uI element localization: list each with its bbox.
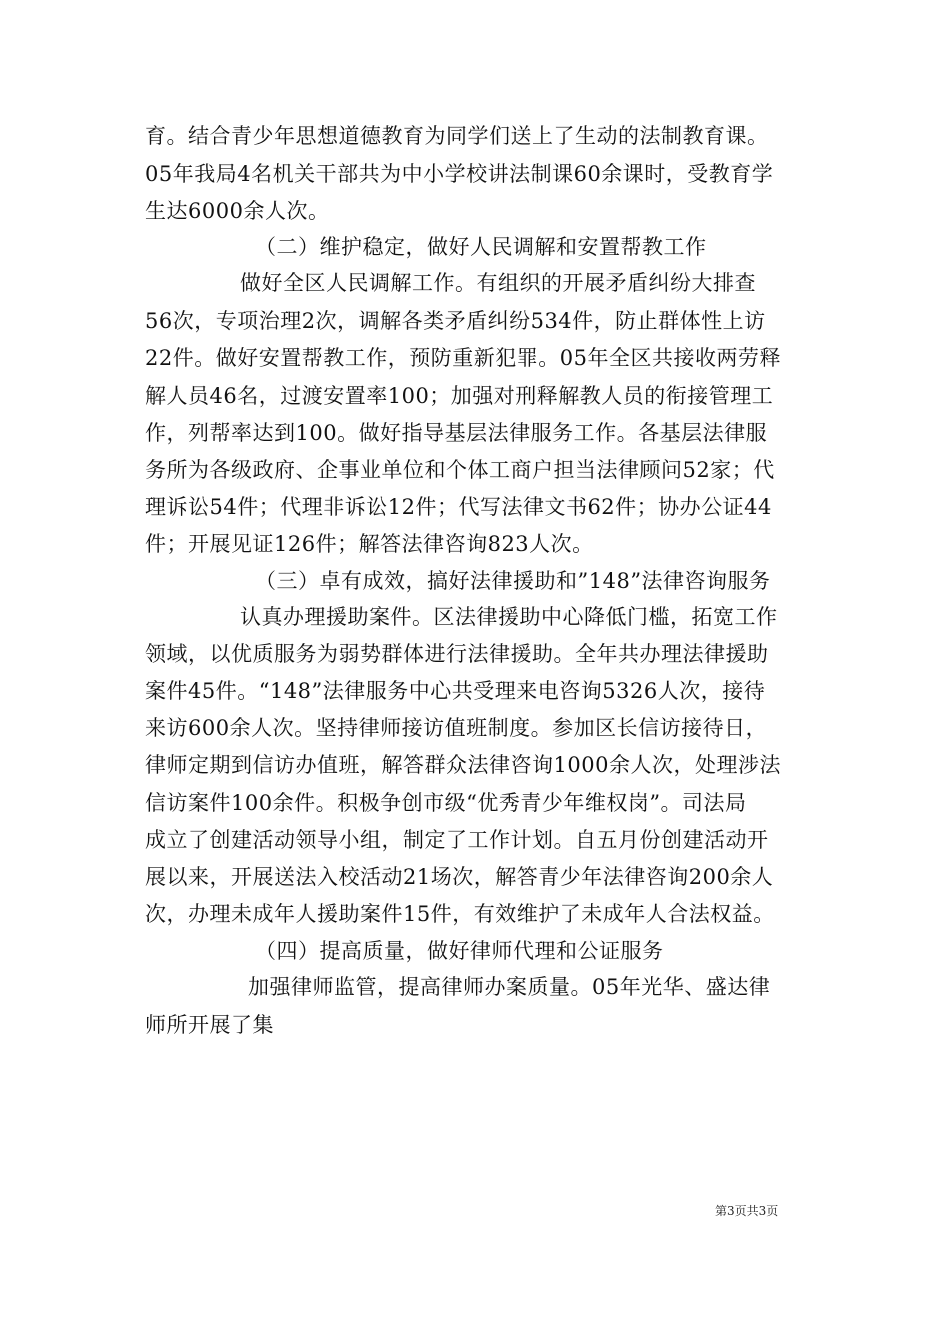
text-line: 05年我局4名机关干部共为中小学校讲法制课60余课时，受教育学 bbox=[145, 162, 774, 186]
text-line: 理诉讼54件；代理非诉讼12件；代写法律文书62件；协办公证44 bbox=[145, 495, 772, 519]
text-line: 律师定期到信访办值班，解答群众法律咨询1000余人次，处理涉法 bbox=[145, 753, 781, 777]
text-line: 案件45件。“148”法律服务中心共受理来电咨询5326人次，接待 bbox=[145, 679, 766, 703]
text-line: 育。结合青少年思想道德教育为同学们送上了生动的法制教育课。 bbox=[145, 124, 769, 148]
page-number: 第3页共3页 bbox=[715, 1204, 779, 1218]
text-line: 56次，专项治理2次，调解各类矛盾纠纷534件，防止群体性上访 bbox=[145, 309, 766, 333]
text-line: 务所为各级政府、企事业单位和个体工商户担当法律顾问52家；代 bbox=[145, 458, 775, 482]
text-line: 领域，以优质服务为弱势群体进行法律援助。全年共办理法律援助 bbox=[145, 642, 769, 666]
paragraph-first-line: 认真办理援助案件。区法律援助中心降低门槛，拓宽工作 bbox=[240, 605, 778, 629]
text-line: 解人员46名，过渡安置率100；加强对刑释解教人员的衔接管理工 bbox=[145, 384, 774, 408]
section-heading: （四）提高质量，做好律师代理和公证服务 bbox=[255, 939, 664, 963]
text-line: 展以来，开展送法入校活动21场次，解答青少年法律咨询200余人 bbox=[145, 865, 774, 889]
section-heading: （三）卓有成效，搞好法律援助和”148”法律咨询服务 bbox=[255, 569, 771, 593]
text-line: 件；开展见证126件；解答法律咨询823人次。 bbox=[145, 532, 594, 556]
text-line: 次，办理未成年人援助案件15件，有效维护了未成年人合法权益。 bbox=[145, 902, 775, 926]
paragraph-first-line: 做好全区人民调解工作。有组织的开展矛盾纠纷大排查 bbox=[240, 271, 756, 295]
text-line: 信访案件100余件。积极争创市级“优秀青少年维权岗”。司法局 bbox=[145, 791, 747, 815]
text-line: 师所开展了集 bbox=[145, 1013, 274, 1037]
text-line: 22件。做好安置帮教工作，预防重新犯罪。05年全区共接收两劳释 bbox=[145, 346, 781, 370]
section-heading: （二）维护稳定，做好人民调解和安置帮教工作 bbox=[255, 235, 707, 259]
text-line: 作，列帮率达到100。做好指导基层法律服务工作。各基层法律服 bbox=[145, 421, 768, 445]
text-line: 来访600余人次。坚持律师接访值班制度。参加区长信访接待日， bbox=[145, 716, 768, 740]
text-line: 生达6000余人次。 bbox=[145, 199, 330, 223]
paragraph-first-line: 加强律师监管，提高律师办案质量。05年光华、盛达律 bbox=[248, 975, 771, 999]
text-line: 成立了创建活动领导小组，制定了工作计划。自五月份创建活动开 bbox=[145, 828, 769, 852]
